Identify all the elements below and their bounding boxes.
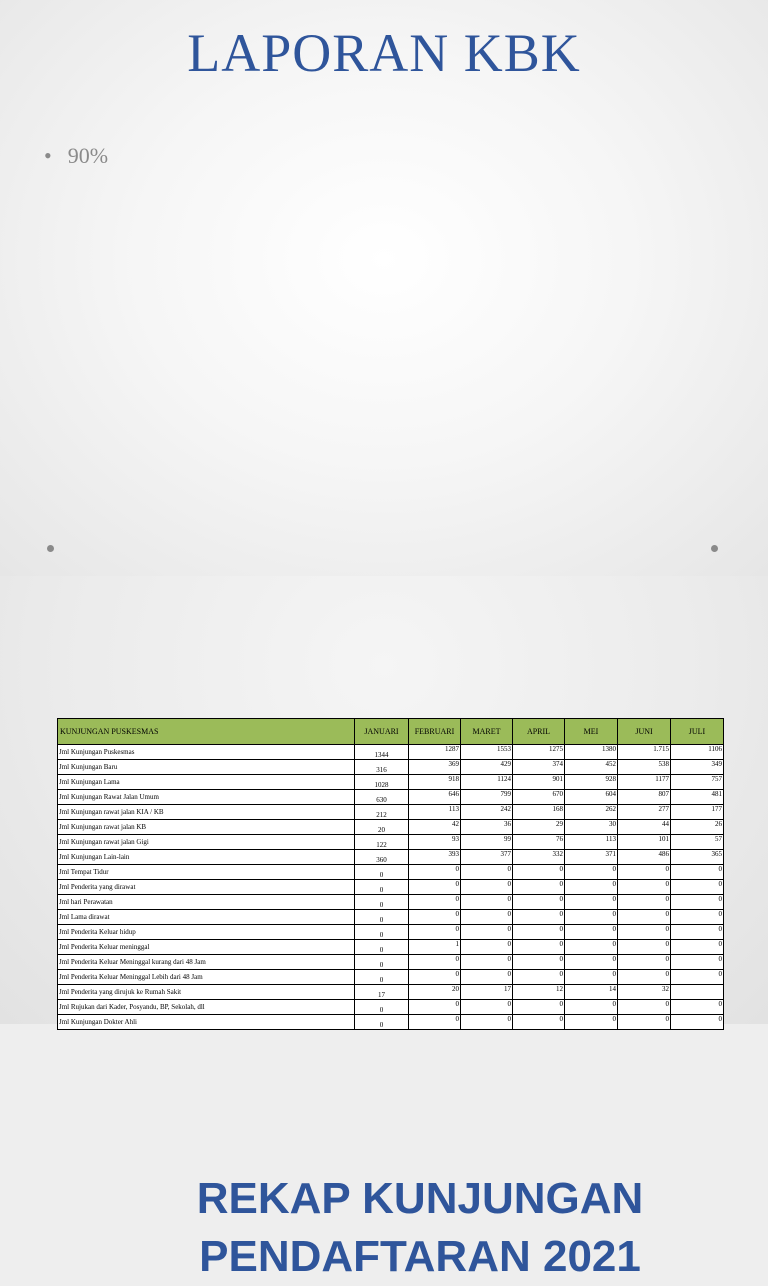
- table-cell: 1.715: [618, 745, 671, 760]
- table-cell: 242: [461, 805, 513, 820]
- table-cell: 17: [355, 985, 409, 1000]
- table-cell: 14: [565, 985, 618, 1000]
- table-cell: 0: [355, 895, 409, 910]
- table-cell: 20: [355, 820, 409, 835]
- column-header: JULI: [671, 719, 724, 745]
- table-cell: 0: [409, 1015, 461, 1030]
- rekap-table: [57, 718, 724, 1030]
- table-cell: 604: [565, 790, 618, 805]
- column-header: FEBRUARI: [409, 719, 461, 745]
- table-cell: 0: [355, 940, 409, 955]
- table-row: [58, 820, 724, 835]
- table-cell: 486: [618, 850, 671, 865]
- table-cell: 0: [409, 955, 461, 970]
- table-cell: 57: [671, 835, 724, 850]
- table-cell: 374: [513, 760, 565, 775]
- table-cell: 630: [355, 790, 409, 805]
- row-label: Jml Kunjungan Lain-lain: [58, 850, 355, 865]
- table-cell: 0: [618, 970, 671, 985]
- table-row: [58, 865, 724, 880]
- table-cell: 0: [671, 1000, 724, 1015]
- table-cell: 0: [565, 1015, 618, 1030]
- table-cell: [671, 985, 724, 1000]
- row-label: Jml Penderita yang dirawat: [58, 880, 355, 895]
- table-cell: 0: [671, 940, 724, 955]
- table-cell: 670: [513, 790, 565, 805]
- table-cell: 0: [461, 1000, 513, 1015]
- table-cell: 42: [409, 820, 461, 835]
- table-row: [58, 760, 724, 775]
- table-row: [58, 790, 724, 805]
- table-cell: 122: [355, 835, 409, 850]
- bullet-dot-icon: •: [44, 143, 52, 168]
- table-cell: 0: [409, 925, 461, 940]
- table-cell: 0: [409, 910, 461, 925]
- table-cell: 262: [565, 805, 618, 820]
- table-row: [58, 985, 724, 1000]
- table-cell: 93: [409, 835, 461, 850]
- table-cell: 0: [513, 925, 565, 940]
- row-label: Jml Penderita Keluar Meninggal Lebih dari 48 Jam: [58, 970, 355, 985]
- table-cell: 0: [461, 940, 513, 955]
- table-cell: 101: [618, 835, 671, 850]
- row-label: Jml Rujukan dari Kader, Posyandu, BP, Sekolah, dll: [58, 1000, 355, 1015]
- table-cell: 212: [355, 805, 409, 820]
- table-cell: 0: [618, 1015, 671, 1030]
- table-cell: 36: [461, 820, 513, 835]
- table-cell: 360: [355, 850, 409, 865]
- column-header: JANUARI: [355, 719, 409, 745]
- table-cell: 0: [409, 895, 461, 910]
- table-cell: 918: [409, 775, 461, 790]
- table-cell: 0: [355, 1015, 409, 1030]
- table-cell: 481: [671, 790, 724, 805]
- table-row: [58, 850, 724, 865]
- table-cell: 26: [671, 820, 724, 835]
- table-cell: 0: [355, 910, 409, 925]
- column-header: APRIL: [513, 719, 565, 745]
- table-cell: 0: [513, 940, 565, 955]
- row-label: Jml Penderita yang dirujuk ke Rumah Sakit: [58, 985, 355, 1000]
- table-cell: 371: [565, 850, 618, 865]
- table-cell: 0: [565, 1000, 618, 1015]
- table-cell: 0: [565, 955, 618, 970]
- table-cell: 0: [671, 925, 724, 940]
- table-cell: 0: [461, 880, 513, 895]
- table-cell: 1380: [565, 745, 618, 760]
- table-cell: 0: [355, 925, 409, 940]
- table-cell: 0: [671, 865, 724, 880]
- table-cell: 393: [409, 850, 461, 865]
- table-cell: 0: [671, 955, 724, 970]
- table-cell: 0: [513, 880, 565, 895]
- row-label: Jml Kunjungan Baru: [58, 760, 355, 775]
- table-cell: 0: [461, 895, 513, 910]
- table-cell: 0: [671, 880, 724, 895]
- table-cell: 0: [565, 895, 618, 910]
- row-label: Jml Kunjungan Dokter Ahli: [58, 1015, 355, 1030]
- table-cell: 757: [671, 775, 724, 790]
- table-cell: 0: [513, 955, 565, 970]
- row-label: Jml Kunjungan rawat jalan KB: [58, 820, 355, 835]
- table-cell: 0: [409, 865, 461, 880]
- table-cell: 1124: [461, 775, 513, 790]
- table-cell: 0: [461, 925, 513, 940]
- table-cell: 0: [618, 865, 671, 880]
- row-label: Jml hari Perawatan: [58, 895, 355, 910]
- table-cell: 17: [461, 985, 513, 1000]
- table-cell: 0: [618, 895, 671, 910]
- table-cell: 1028: [355, 775, 409, 790]
- row-label: Jml Kunjungan Rawat Jalan Umum: [58, 790, 355, 805]
- table-cell: 0: [355, 865, 409, 880]
- table-cell: 0: [355, 880, 409, 895]
- table-cell: 1: [409, 940, 461, 955]
- table-cell: 928: [565, 775, 618, 790]
- table-cell: 0: [461, 910, 513, 925]
- table-cell: 0: [513, 865, 565, 880]
- table-cell: 0: [513, 910, 565, 925]
- table-cell: 0: [461, 970, 513, 985]
- row-label: Jml Penderita Keluar hidup: [58, 925, 355, 940]
- table-cell: 0: [461, 955, 513, 970]
- table-cell: 0: [618, 880, 671, 895]
- table-cell: 0: [513, 1000, 565, 1015]
- table-row: [58, 745, 724, 760]
- table-cell: 0: [355, 955, 409, 970]
- table-cell: 0: [565, 940, 618, 955]
- column-header: KUNJUNGAN PUSKESMAS: [58, 719, 355, 745]
- table-cell: 44: [618, 820, 671, 835]
- table-row: [58, 805, 724, 820]
- table-cell: 0: [409, 1000, 461, 1015]
- table-cell: 1275: [513, 745, 565, 760]
- table-cell: 452: [565, 760, 618, 775]
- table-cell: 0: [513, 970, 565, 985]
- slide-title: REKAP KUNJUNGAN PENDAFTARAN 2021: [196, 1174, 644, 1281]
- table-cell: 0: [565, 865, 618, 880]
- table-cell: 76: [513, 835, 565, 850]
- table-cell: 0: [355, 1000, 409, 1015]
- row-label: Jml Kunjungan rawat jalan Gigi: [58, 835, 355, 850]
- bullet-text: 90%: [67, 143, 109, 168]
- table-cell: 0: [565, 925, 618, 940]
- table-cell: 0: [565, 970, 618, 985]
- table-cell: 29: [513, 820, 565, 835]
- placeholder-dot-icon: [711, 545, 718, 552]
- row-label: Jml Kunjungan Lama: [58, 775, 355, 790]
- table-row: [58, 955, 724, 970]
- table-row: [58, 910, 724, 925]
- column-header: MARET: [461, 719, 513, 745]
- table-cell: 1177: [618, 775, 671, 790]
- table-cell: 0: [618, 940, 671, 955]
- table-cell: 799: [461, 790, 513, 805]
- table-cell: 0: [565, 910, 618, 925]
- table-cell: 32: [618, 985, 671, 1000]
- table-row: [58, 835, 724, 850]
- slide-title: LAPORAN KBK: [187, 23, 581, 83]
- table-row: [58, 940, 724, 955]
- table-cell: 99: [461, 835, 513, 850]
- table-cell: 901: [513, 775, 565, 790]
- table-cell: 113: [409, 805, 461, 820]
- table-cell: 0: [409, 970, 461, 985]
- row-label: Jml Penderita Keluar Meninggal kurang dari 48 Jam: [58, 955, 355, 970]
- table-cell: 30: [565, 820, 618, 835]
- table-row: [58, 1000, 724, 1015]
- table-cell: 0: [671, 910, 724, 925]
- placeholder-dot-icon: [47, 545, 54, 552]
- table-cell: 429: [461, 760, 513, 775]
- table-cell: 1287: [409, 745, 461, 760]
- table-cell: 0: [671, 1015, 724, 1030]
- column-header: MEI: [565, 719, 618, 745]
- table-cell: 168: [513, 805, 565, 820]
- table-cell: 0: [618, 925, 671, 940]
- table-row: [58, 880, 724, 895]
- table-cell: 20: [409, 985, 461, 1000]
- slide-laporan-kbk: [0, 0, 768, 576]
- table-cell: 113: [565, 835, 618, 850]
- table-row: [58, 895, 724, 910]
- table-cell: 316: [355, 760, 409, 775]
- table-cell: 0: [671, 895, 724, 910]
- table-cell: 0: [461, 865, 513, 880]
- table-cell: 177: [671, 805, 724, 820]
- table-cell: 0: [513, 1015, 565, 1030]
- table-row: [58, 775, 724, 790]
- table-cell: 332: [513, 850, 565, 865]
- table-header-row: [58, 719, 724, 745]
- table-cell: 1344: [355, 745, 409, 760]
- row-label: Jml Kunjungan rawat jalan KIA / KB: [58, 805, 355, 820]
- table-cell: 1106: [671, 745, 724, 760]
- table-cell: 1553: [461, 745, 513, 760]
- bullet-item: [44, 143, 108, 169]
- table-cell: 0: [409, 880, 461, 895]
- table-cell: 377: [461, 850, 513, 865]
- table-cell: 349: [671, 760, 724, 775]
- table-cell: 0: [513, 895, 565, 910]
- table-cell: 369: [409, 760, 461, 775]
- table-row: [58, 1015, 724, 1030]
- table-cell: 0: [618, 910, 671, 925]
- table-row: [58, 970, 724, 985]
- table-cell: 538: [618, 760, 671, 775]
- row-label: Jml Penderita Keluar meninggal: [58, 940, 355, 955]
- table-cell: 0: [461, 1015, 513, 1030]
- table-cell: 0: [618, 955, 671, 970]
- table-cell: 646: [409, 790, 461, 805]
- table-row: [58, 925, 724, 940]
- column-header: JUNI: [618, 719, 671, 745]
- table-cell: 277: [618, 805, 671, 820]
- table-cell: 807: [618, 790, 671, 805]
- table-cell: 12: [513, 985, 565, 1000]
- row-label: Jml Tempat Tidur: [58, 865, 355, 880]
- table-cell: 0: [355, 970, 409, 985]
- table-cell: 0: [565, 880, 618, 895]
- table-cell: 0: [671, 970, 724, 985]
- row-label: Jml Lama dirawat: [58, 910, 355, 925]
- row-label: Jml Kunjungan Puskesmas: [58, 745, 355, 760]
- table-cell: 365: [671, 850, 724, 865]
- table-cell: 0: [618, 1000, 671, 1015]
